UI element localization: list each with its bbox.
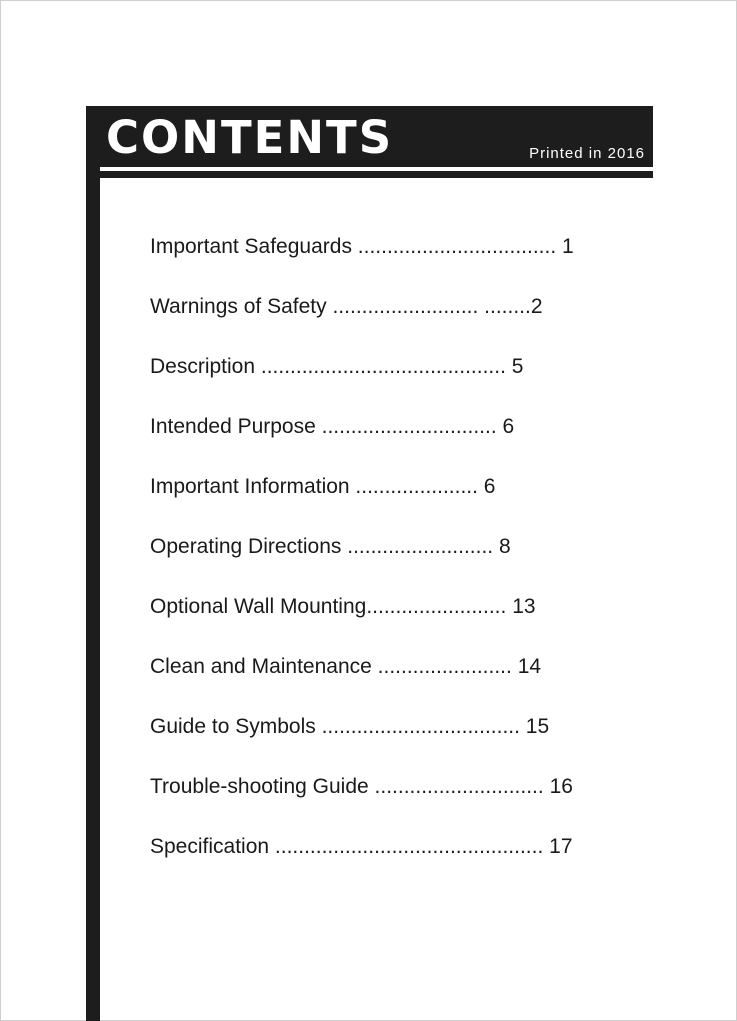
table-of-contents	[150, 228, 574, 888]
toc-entry-trouble-shooting-guide[interactable]	[150, 768, 574, 828]
toc-entry-title: Warnings of Safety	[150, 295, 327, 318]
toc-entry-page: 1	[562, 235, 574, 258]
printed-year: Printed in 2016	[529, 145, 645, 162]
toc-entry-optional-wall-mounting[interactable]	[150, 588, 574, 648]
toc-entry-leader: ........................	[366, 595, 513, 618]
toc-entry-leader: ......................... ........	[326, 295, 531, 318]
toc-entry-warnings-of-safety[interactable]	[150, 288, 574, 348]
toc-entry-page: 16	[549, 775, 573, 798]
page-title: CONTENTS	[106, 111, 394, 164]
toc-entry-title: Operating Directions	[150, 535, 342, 558]
header-rule	[86, 171, 653, 178]
toc-entry-leader: ..................................	[351, 235, 562, 258]
toc-entry-page: 6	[483, 475, 496, 498]
toc-entry-title: Specification	[150, 835, 270, 858]
toc-entry-intended-purpose[interactable]	[150, 408, 574, 468]
toc-entry-important-information[interactable]	[150, 468, 574, 528]
toc-entry-page: 13	[512, 595, 536, 618]
toc-entry-title: Optional Wall Mounting	[150, 595, 367, 618]
left-margin-bar	[86, 106, 100, 1021]
toc-entry-leader: .............................	[368, 775, 550, 798]
toc-entry-title: Guide to Symbols	[150, 715, 316, 738]
toc-entry-title: Intended Purpose	[150, 415, 316, 438]
toc-entry-leader: ..........................................	[255, 355, 512, 378]
toc-entry-title: Description	[150, 355, 256, 378]
toc-entry-specification[interactable]	[150, 828, 574, 888]
toc-entry-page: 17	[549, 835, 573, 858]
toc-entry-page: 14	[517, 655, 542, 678]
toc-entry-page: 2	[530, 295, 543, 318]
toc-entry-title: Trouble-shooting Guide	[150, 775, 369, 798]
toc-entry-clean-and-maintenance[interactable]	[150, 648, 574, 708]
toc-entry-title: Clean and Maintenance	[150, 655, 372, 678]
toc-entry-description[interactable]	[150, 348, 574, 408]
toc-entry-title: Important Information	[150, 475, 350, 498]
toc-entry-page: 15	[525, 715, 550, 738]
toc-entry-leader: .......................	[371, 655, 518, 678]
toc-entry-leader: .........................	[341, 535, 499, 558]
toc-entry-page: 6	[502, 415, 515, 438]
toc-entry-leader: ..................................	[315, 715, 526, 738]
toc-entry-leader: ..............................................	[269, 835, 550, 858]
toc-entry-page: 5	[511, 355, 524, 378]
toc-entry-operating-directions[interactable]	[150, 528, 574, 588]
toc-entry-leader: ..............................	[315, 415, 503, 438]
toc-entry-guide-to-symbols[interactable]	[150, 708, 574, 768]
toc-entry-important-safeguards[interactable]	[150, 228, 574, 288]
toc-entry-leader: .....................	[349, 475, 484, 498]
toc-entry-page: 8	[498, 535, 511, 558]
toc-entry-title: Important Safeguards	[150, 235, 352, 258]
